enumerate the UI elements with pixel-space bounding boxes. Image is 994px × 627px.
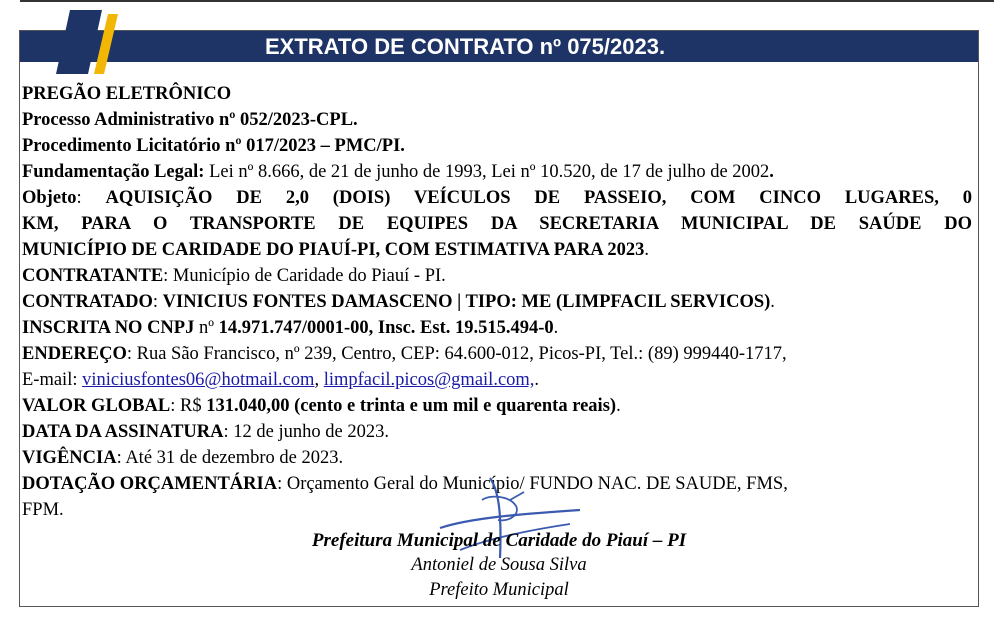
fundamentacao-end: . [769,162,774,182]
signer-role: Prefeito Municipal [429,580,569,600]
contratado-label: CONTRATADO [22,292,153,312]
cnpj-line [22,315,972,341]
contratado-colon: : [152,292,163,312]
fundamentacao-label: Fundamentação Legal: [22,162,205,182]
vigencia-line [22,445,972,471]
data-assinatura-label: DATA DA ASSINATURA [22,422,224,442]
contratante-label: CONTRATANTE [22,266,164,286]
objeto-label: Objeto [22,188,77,208]
prefeitura-name: Prefeitura Municipal de Caridade do Piauí – PI [311,530,687,551]
email-end: . [534,370,540,390]
email-link-2[interactable]: limpfacil.picos@gmail.com, [323,370,535,390]
contract-body [22,81,972,523]
cnpj-mid: nº [194,318,219,338]
valor-mid: : R$ [170,396,207,416]
cnpj-end: . [553,318,559,338]
contratado-end: . [770,292,775,312]
procedimento: Procedimento Licitatório nº 017/2023 – PMC/PI. [22,136,405,156]
valor-line [22,393,972,419]
email-link-1[interactable]: viniciusfontes06@hotmail.com [82,370,315,390]
endereco-line [22,341,972,367]
valor-label: VALOR GLOBAL [22,396,171,416]
contratado-text: VINICIUS FONTES DAMASCENO | TIPO: ME (LIMPFACIL SERVICOS) [162,292,771,312]
dotacao-text: : Orçamento Geral do Município/ FUNDO NAC. DE SAUDE, FMS, [277,474,788,494]
endereco-label: ENDEREÇO [22,344,127,364]
document-title: EXTRATO DE CONTRATO nº 075/2023. [265,34,666,59]
processo: Processo Administrativo nº 052/2023-CPL. [22,110,358,130]
modalidade: PREGÃO ELETRÔNICO [22,84,232,104]
vigencia-text: : Até 31 de dezembro de 2023. [116,448,344,468]
objeto-line-2: KM, PARA O TRANSPORTE DE EQUIPES DA SECRETARIA MUNICIPAL DE SAÚDE DO [22,214,972,234]
contratante-line [22,263,972,289]
header-bar [20,31,978,62]
dotacao-line-2: FPM. [22,500,64,520]
top-rule [20,0,994,2]
signer-name: Antoniel de Sousa Silva [411,555,587,575]
contratado-line [22,289,972,315]
objeto-end: . [644,240,649,260]
objeto-text-1: AQUISIÇÃO DE 2,0 (DOIS) VEÍCULOS DE PASSEIO, COM CINCO LUGARES, 0 [105,188,972,208]
cnpj-label: INSCRITA NO CNPJ [22,318,195,338]
email-line [22,367,972,393]
fundamentacao-line [22,159,972,185]
email-label: E-mail: [22,370,83,390]
email-sep: , [314,370,324,390]
data-assinatura-text: : 12 de junho de 2023. [223,422,389,442]
contratante-text: : Município de Caridade do Piauí - PI. [163,266,446,286]
valor-value: 131.040,00 (cento e trinta e um mil e quarenta reais) [206,396,617,416]
objeto-line-1 [22,185,972,211]
data-assinatura-line [22,419,972,445]
logo-icon [48,10,128,74]
valor-end: . [616,396,621,416]
dotacao-label: DOTAÇÃO ORÇAMENTÁRIA [22,474,278,494]
cnpj-value: 14.971.747/0001-00, Insc. Est. 19.515.494-0 [218,318,554,338]
objeto-line-3 [22,237,972,263]
signature-block [19,528,979,603]
objeto-colon: : [76,188,106,208]
endereco-text: : Rua São Francisco, nº 239, Centro, CEP: 64.600-012, Picos-PI, Tel.: (89) 999440-1717, [126,344,787,364]
objeto-text-3: MUNICÍPIO DE CARIDADE DO PIAUÍ-PI, COM ESTIMATIVA PARA 2023 [22,240,645,260]
vigencia-label: VIGÊNCIA [22,448,117,468]
fundamentacao-text: Lei nº 8.666, de 21 de junho de 1993, Lei nº 10.520, de 17 de julho de 2002 [204,162,770,182]
